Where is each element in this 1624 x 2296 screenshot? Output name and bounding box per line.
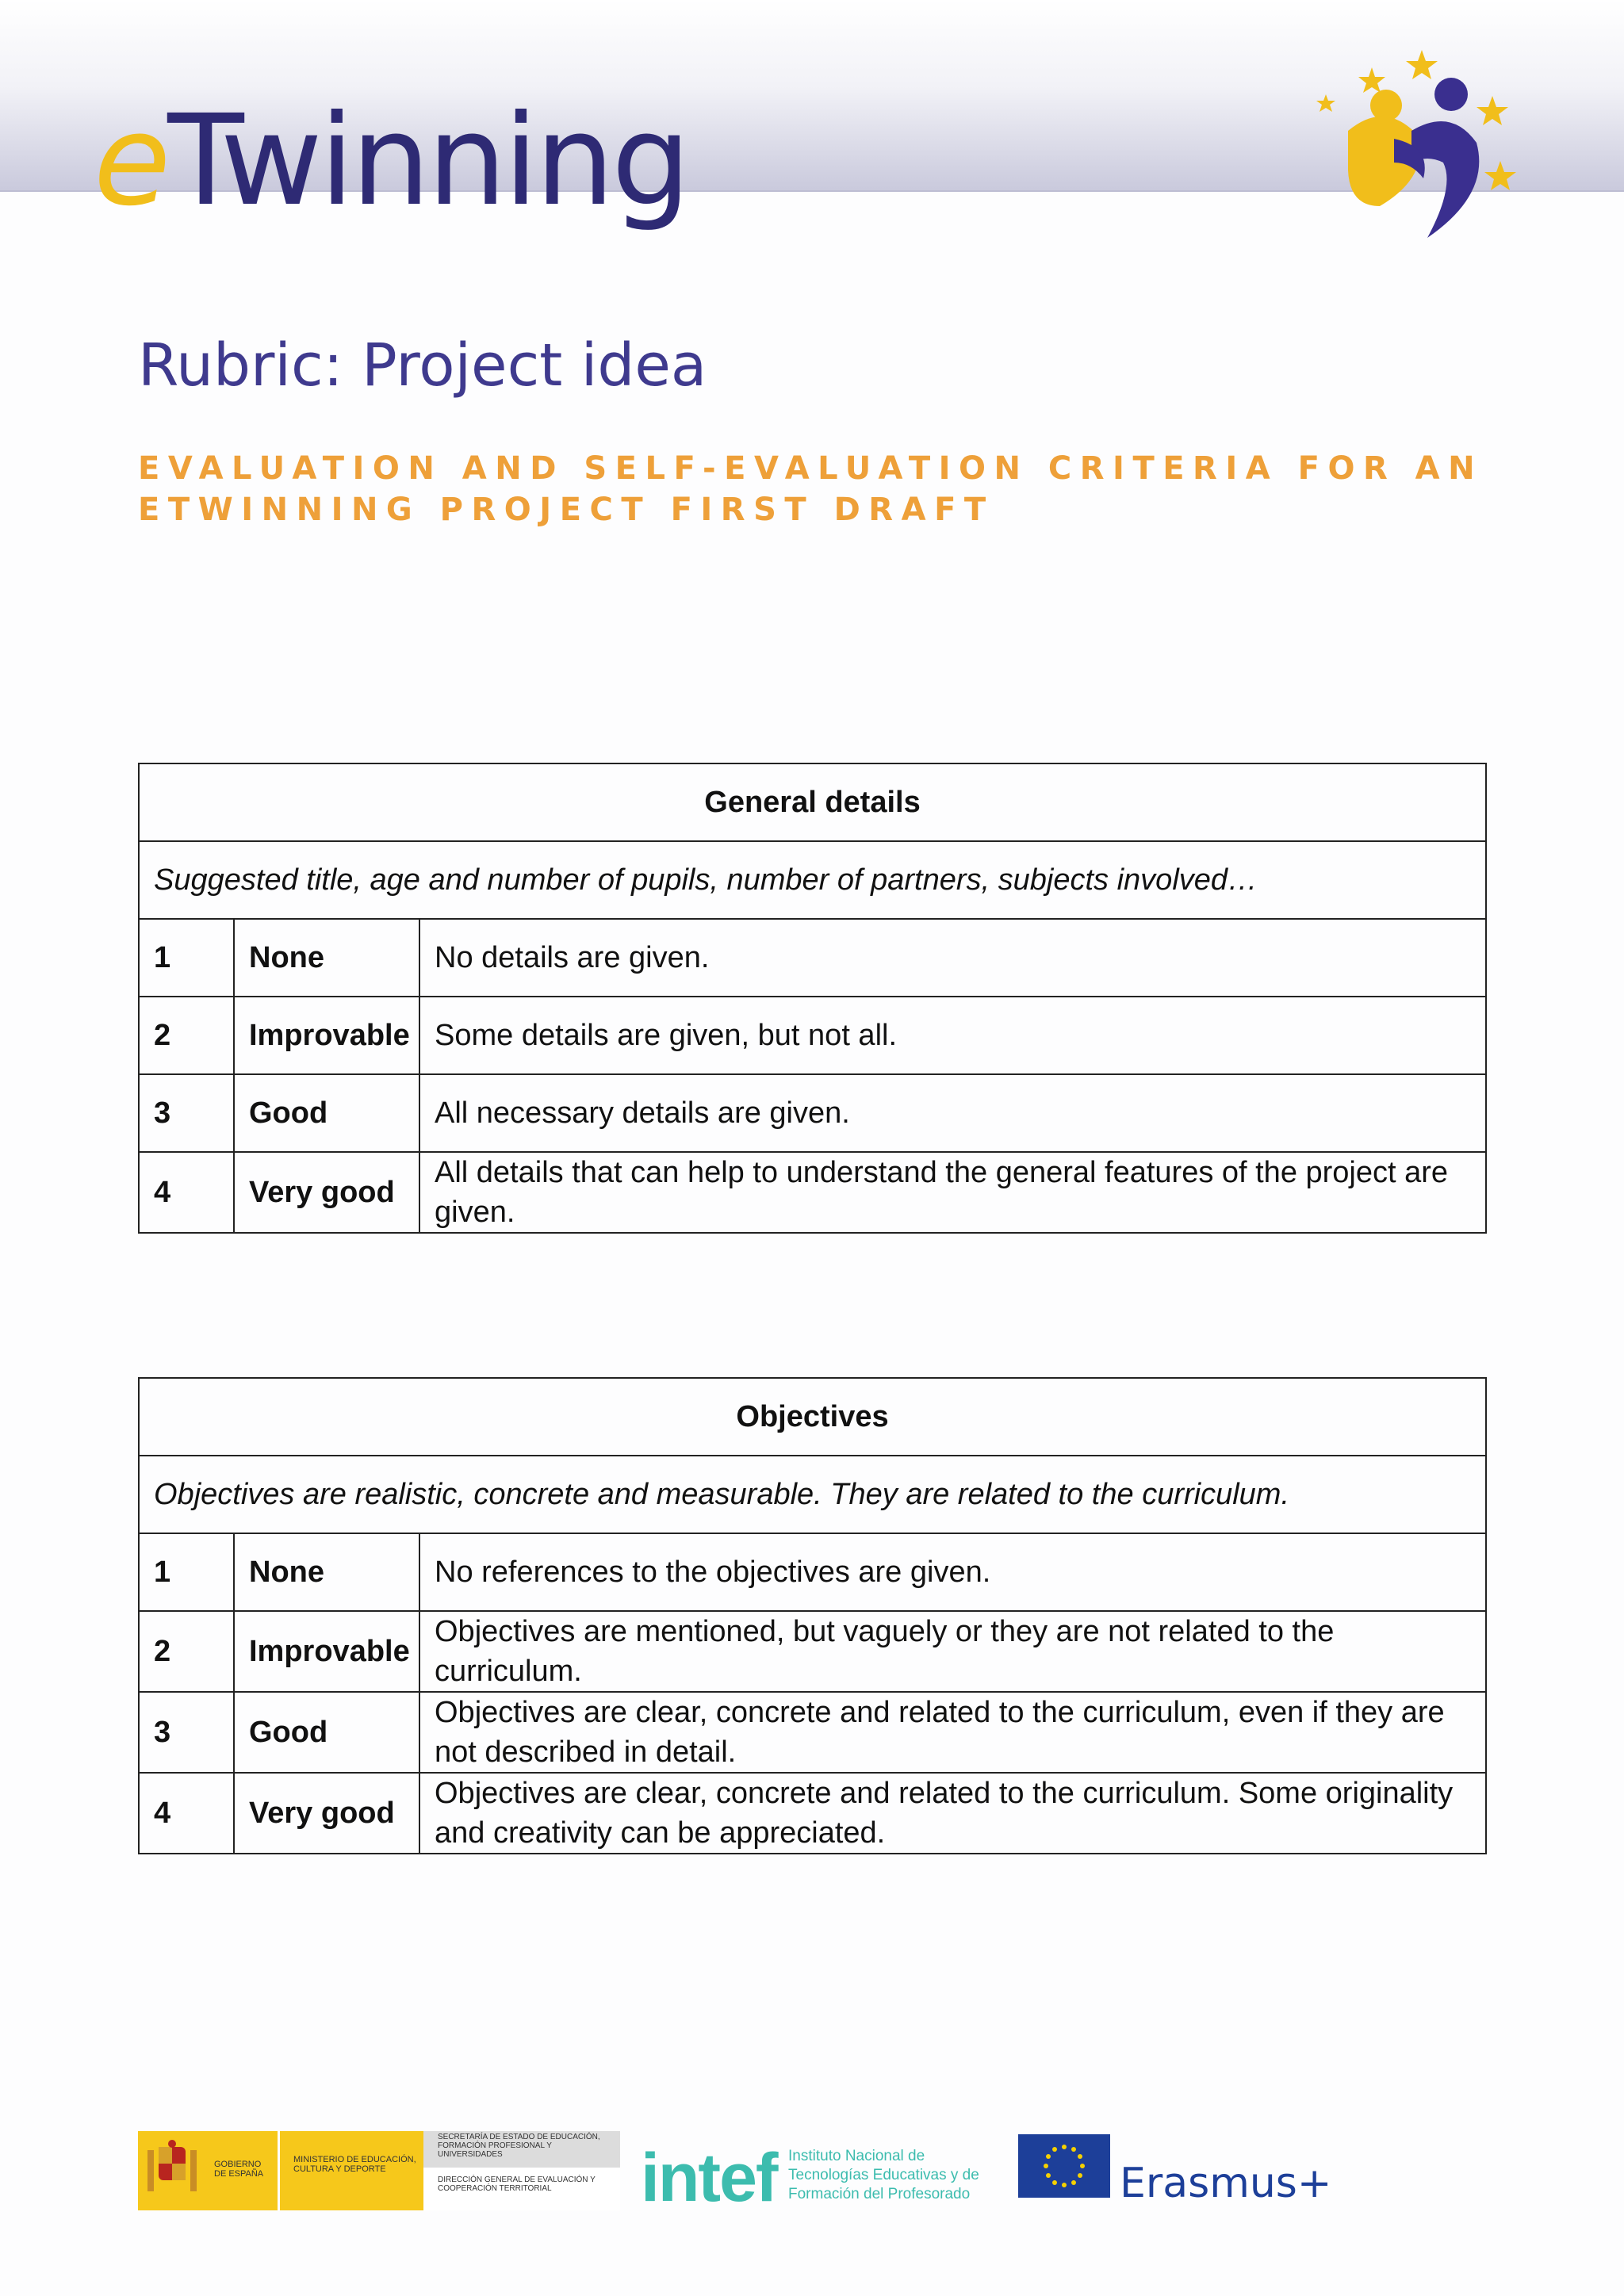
gobierno-separator: [278, 2131, 280, 2210]
logo-twinning: Twinning: [167, 88, 688, 234]
row-text: All necessary details are given.: [419, 1074, 1486, 1152]
table-row: [139, 1533, 1486, 1611]
star-icon: [1484, 161, 1516, 190]
row-number: 2: [139, 997, 234, 1074]
eu-flag-icon: [1018, 2134, 1110, 2198]
table-row: [139, 1611, 1486, 1692]
star-icon: [1358, 67, 1385, 93]
row-level: Improvable: [234, 997, 419, 1074]
table-row: [139, 1152, 1486, 1233]
page-title: Rubric: Project idea: [138, 331, 707, 400]
table-header: General details: [139, 763, 1486, 841]
row-number: 1: [139, 919, 234, 997]
row-text: Objectives are clear, concrete and related to the curriculum, even if they are not described in detail.: [419, 1692, 1486, 1773]
row-text: Objectives are clear, concrete and related to the curriculum. Some originality and creativity can be appreciated.: [419, 1773, 1486, 1854]
row-level: Good: [234, 1074, 419, 1152]
row-number: 3: [139, 1074, 234, 1152]
star-icon: [1316, 94, 1335, 112]
gobierno-logo: [138, 2131, 620, 2210]
row-level: Improvable: [234, 1611, 419, 1692]
table-row: [139, 1773, 1486, 1854]
gobierno-label: GOBIERNO DE ESPAÑA: [214, 2160, 264, 2179]
row-level: Very good: [234, 1773, 419, 1854]
star-icon: [1477, 96, 1508, 125]
row-text: No references to the objectives are given.: [419, 1533, 1486, 1611]
coat-of-arms-icon: [144, 2139, 200, 2204]
row-level: Very good: [234, 1152, 419, 1233]
row-number: 4: [139, 1773, 234, 1854]
direccion-label: DIRECCIÓN GENERAL DE EVALUACIÓN Y COOPERACIÓN TERRITORIAL: [438, 2175, 596, 2193]
footer-logos: [138, 2130, 1486, 2217]
star-icon: [1406, 50, 1438, 79]
row-level: None: [234, 1533, 419, 1611]
row-number: 1: [139, 1533, 234, 1611]
row-text: All details that can help to understand the general features of the project are given.: [419, 1152, 1486, 1233]
row-level: None: [234, 919, 419, 997]
intef-logo: intef: [641, 2140, 777, 2216]
table-description: Objectives are realistic, concrete and measurable. They are related to the curriculum.: [139, 1456, 1486, 1533]
row-text: No details are given.: [419, 919, 1486, 997]
row-text: Objectives are mentioned, but vaguely or they are not related to the curriculum.: [419, 1611, 1486, 1692]
table-header: Objectives: [139, 1378, 1486, 1456]
table-description: Suggested title, age and number of pupils, number of partners, subjects involved…: [139, 841, 1486, 919]
table-row: [139, 919, 1486, 997]
rubric-table-general-details: [138, 763, 1487, 1234]
page-subtitle: EVALUATION AND SELF-EVALUATION CRITERIA FOR AN ETWINNING PROJECT FIRST DRAFT: [138, 450, 1484, 528]
etwinning-logo: [94, 86, 688, 236]
etwinning-figure-icon: [1293, 44, 1530, 250]
row-number: 4: [139, 1152, 234, 1233]
row-number: 3: [139, 1692, 234, 1773]
ministerio-label: MINISTERIO DE EDUCACIÓN, CULTURA Y DEPORTE: [293, 2155, 416, 2174]
secretaria-label: SECRETARÍA DE ESTADO DE EDUCACIÓN, FORMACIÓN PROFESIONAL Y UNIVERSIDADES: [438, 2133, 600, 2159]
intef-subtitle: Instituto Nacional de Tecnologías Educativas y de Formación del Profesorado: [788, 2148, 979, 2202]
table-row: [139, 1074, 1486, 1152]
logo-e: e: [94, 88, 168, 234]
table-row: [139, 997, 1486, 1074]
row-number: 2: [139, 1611, 234, 1692]
rubric-table-objectives: [138, 1377, 1487, 1854]
row-level: Good: [234, 1692, 419, 1773]
row-text: Some details are given, but not all.: [419, 997, 1486, 1074]
erasmus-logo: Erasmus+: [1120, 2160, 1332, 2207]
table-row: [139, 1692, 1486, 1773]
